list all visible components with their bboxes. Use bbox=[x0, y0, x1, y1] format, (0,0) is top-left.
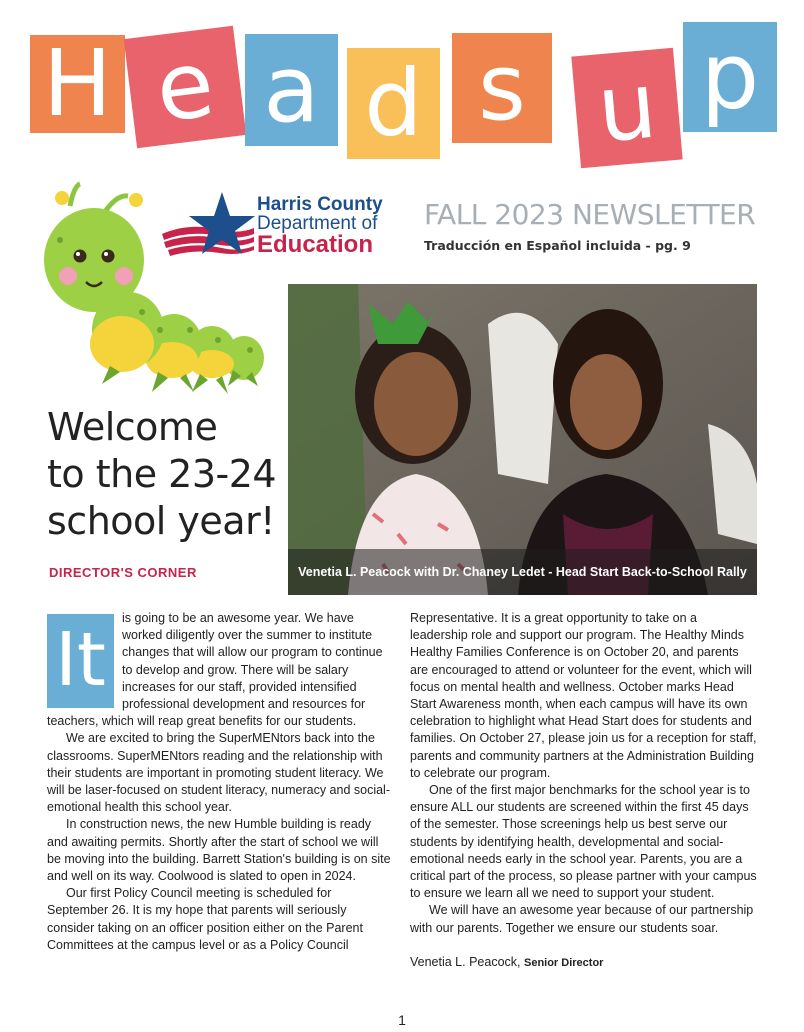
welcome-line-1: Welcome bbox=[47, 405, 218, 449]
masthead-letter-a: a bbox=[245, 34, 338, 146]
newsletter-title: FALL 2023 NEWSLETTER bbox=[424, 198, 756, 231]
masthead-letter-u: u bbox=[571, 48, 682, 168]
logo-line-2: Department of bbox=[257, 213, 378, 234]
signature bbox=[410, 954, 758, 972]
welcome-line-2: to the 23-24 bbox=[47, 452, 277, 496]
article-paragraph-6: We will have an awesome year because of our partnership with our parents. Together we ensure our students soar. bbox=[410, 903, 754, 935]
masthead-letter-d: d bbox=[347, 48, 440, 159]
article-column-left bbox=[47, 610, 395, 954]
article-paragraph-3: In construction news, the new Humble building is ready and awaiting permits. Shortly after the start of school we will be moving into the building. Barrett Station's building is on site and well on its way. Coolwood is slated to open in 2024. bbox=[47, 817, 391, 884]
article-column-right bbox=[410, 610, 758, 972]
welcome-headline bbox=[47, 404, 276, 545]
page-number: 1 bbox=[398, 1012, 406, 1028]
masthead-letter-s: s bbox=[452, 33, 552, 143]
article-paragraph-2: We are excited to bring the SuperMENtors back into the classrooms. SuperMENtors reading and the relationship with their students are important in promoting student literacy. We will be laser-focused on student literacy, numeracy and social-emotional health this school year. bbox=[47, 731, 390, 815]
welcome-line-3: school year! bbox=[47, 499, 275, 543]
photo-caption: Venetia L. Peacock with Dr. Chaney Ledet - Head Start Back-to-School Rally bbox=[288, 549, 757, 595]
hcde-logo bbox=[160, 190, 400, 260]
spanish-translation-note: Traducción en Español incluida - pg. 9 bbox=[424, 238, 691, 253]
article-paragraph-1: is going to be an awesome year. We have worked diligently over the summer to institute changes that will allow our program to continue to develop and grow. There will be salary increases for our staff, provided intensified professional development and resources for teachers, which will reap great benefits for our students. bbox=[47, 611, 383, 729]
masthead-letter-e: e bbox=[124, 26, 247, 149]
feature-photo bbox=[288, 284, 757, 595]
masthead-letter-p: p bbox=[683, 22, 777, 132]
signature-title: Senior Director bbox=[523, 956, 604, 969]
signature-name: Venetia L. Peacock, bbox=[410, 954, 521, 969]
drop-cap: It bbox=[47, 614, 114, 708]
masthead-letter-h: H bbox=[30, 35, 125, 133]
article-paragraph-5: One of the first major benchmarks for the school year is to ensure ALL our students are screened within the first 45 days of the semester. Those screenings help us best serve our students by identifying health, developmental and social-emotional needs early in the school year. Parents, you are a critical part of the process, so please partner with your campus to ensure we learn all we need to support your student. bbox=[410, 783, 757, 901]
logo-line-1: Harris County bbox=[257, 194, 383, 215]
article-paragraph-4: Our first Policy Council meeting is scheduled for September 26. It is my hope that parents will seriously consider taking on an officer position either on the Parent Committees at the campus level or as a Policy Council bbox=[47, 886, 363, 952]
section-label: DIRECTOR'S CORNER bbox=[49, 565, 197, 580]
article-paragraph-4-continued: Representative. It is a great opportunity to take on a leadership role and support our program. The Healthy Minds Healthy Families Conference is on October 20, and parents are encouraged to attend or volunteer for the event, which will focus on mental health and wellness. October marks Head Start Awareness month, when each campus will have its own celebration to highlight what Head Start does for students and families. On October 27, please join us for a reception for staff, parents and community partners at the Administration Building to celebrate our program. bbox=[410, 611, 757, 780]
logo-line-3: Education bbox=[257, 231, 374, 258]
star-flag-icon bbox=[160, 190, 256, 260]
